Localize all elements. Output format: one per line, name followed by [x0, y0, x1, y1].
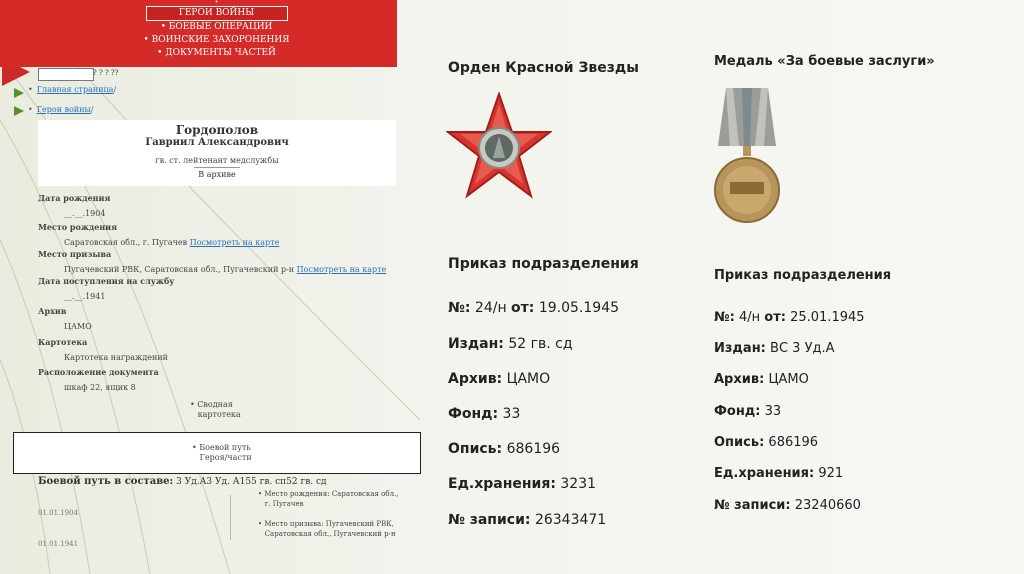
field-value-archive: ЦАМО [64, 322, 92, 331]
summary-card-link[interactable]: • Сводная картотека [190, 400, 241, 419]
field-value-birthplace: Саратовская обл., г. Пугачев Посмотреть на карте [64, 238, 280, 247]
field-label-birthdate: Дата рождения [38, 193, 111, 203]
field-value-location: шкаф 22, ящик 8 [64, 383, 136, 392]
award2-archive-row: Архив: ЦАМО [714, 372, 809, 387]
award2-issued-row: Издан: ВС 3 Уд.А [714, 341, 835, 356]
search-input[interactable] [38, 68, 94, 81]
nav-item-heroes[interactable]: ГЕРОИ ВОЙНЫ [146, 6, 288, 21]
timeline-event: • Место призыва: Пугачевский РВК, Саратовская обл., Пугачевский р-н [258, 520, 396, 538]
award2-number-row: №: 4/н от: 25.01.1945 [714, 310, 865, 325]
award1-number-row: №: 24/н от: 19.05.1945 [448, 300, 620, 316]
award1-issued-row: Издан: 52 гв. сд [448, 336, 573, 352]
nav-bullet: • [214, 0, 219, 6]
person-given-name: Гавриил Александрович [145, 137, 289, 148]
battle-path: Боевой путь в составе: 3 Уд.А3 Уд. А155 гв. сп52 гв. сд [38, 476, 327, 487]
breadcrumb-home[interactable]: • Главная страница/ [28, 85, 117, 94]
timeline-date: 01.01.1941 [38, 540, 79, 548]
timeline-date: 01.01.1904 [38, 509, 79, 517]
award1-storage-row: Ед.хранения: 3231 [448, 476, 597, 492]
award1-opis-row: Опись: 686196 [448, 441, 561, 457]
person-rank: гв. ст. лейтенант медслужбы [155, 156, 279, 165]
award2-record-row: № записи: 23240660 [714, 498, 861, 513]
field-label-location: Расположение документа [38, 367, 159, 377]
award2-storage-row: Ед.хранения: 921 [714, 466, 844, 481]
award1-record-row: № записи: 26343471 [448, 512, 607, 528]
order-red-star-icon [446, 92, 552, 202]
award-title-medal: Медаль «За боевые заслуги» [714, 54, 935, 69]
field-value-service-start: __.__.1941 [64, 292, 106, 301]
award2-fond-row: Фонд: 33 [714, 404, 782, 419]
timeline-divider [230, 495, 231, 540]
field-value-conscription: Пугачевский РВК, Саратовская обл., Пугачевский р-н Посмотреть на карте [64, 265, 387, 274]
field-value-birthdate: __.__.1904 [64, 209, 106, 218]
breadcrumb-heroes[interactable]: • Герои войны/ [28, 105, 94, 114]
award-section-medal: Приказ подразделения [714, 268, 892, 283]
medal-for-combat-merit-icon [712, 86, 782, 226]
map-link[interactable]: Посмотреть на карте [189, 238, 280, 247]
nav-item-burials[interactable]: • ВОИНСКИЕ ЗАХОРОНЕНИЯ [143, 35, 290, 45]
award2-opis-row: Опись: 686196 [714, 435, 819, 450]
award-title-star: Орден Красной Звезды [448, 60, 639, 76]
nav-item-documents[interactable]: • ДОКУМЕНТЫ ЧАСТЕЙ [157, 48, 276, 58]
field-label-card-index: Картотека [38, 337, 88, 347]
award1-archive-row: Архив: ЦАМО [448, 371, 551, 387]
field-label-birthplace: Место рождения [38, 222, 118, 232]
main-nav [38, 0, 395, 60]
award-section-star: Приказ подразделения [448, 256, 639, 272]
person-header [38, 120, 396, 186]
map-link[interactable]: Посмотреть на карте [296, 265, 387, 274]
search-button[interactable]: ? ? ? ?? [93, 69, 119, 77]
nav-item-operations[interactable]: • БОЕВЫЕ ОПЕРАЦИИ [160, 22, 273, 32]
award1-fond-row: Фонд: 33 [448, 406, 521, 422]
timeline-event: • Место рождения: Саратовская обл., г. Пугачев [258, 490, 399, 508]
field-label-archive: Архив [38, 306, 67, 316]
field-label-conscription: Место призыва [38, 249, 112, 259]
person-surname: Гордополов [175, 123, 259, 137]
battle-path-box[interactable]: • Боевой путь Героя/части [13, 432, 421, 474]
archive-status: В архиве [194, 167, 239, 181]
field-value-card-index: Картотека награждений [64, 353, 168, 362]
field-label-service-start: Дата поступления на службу [38, 276, 175, 286]
